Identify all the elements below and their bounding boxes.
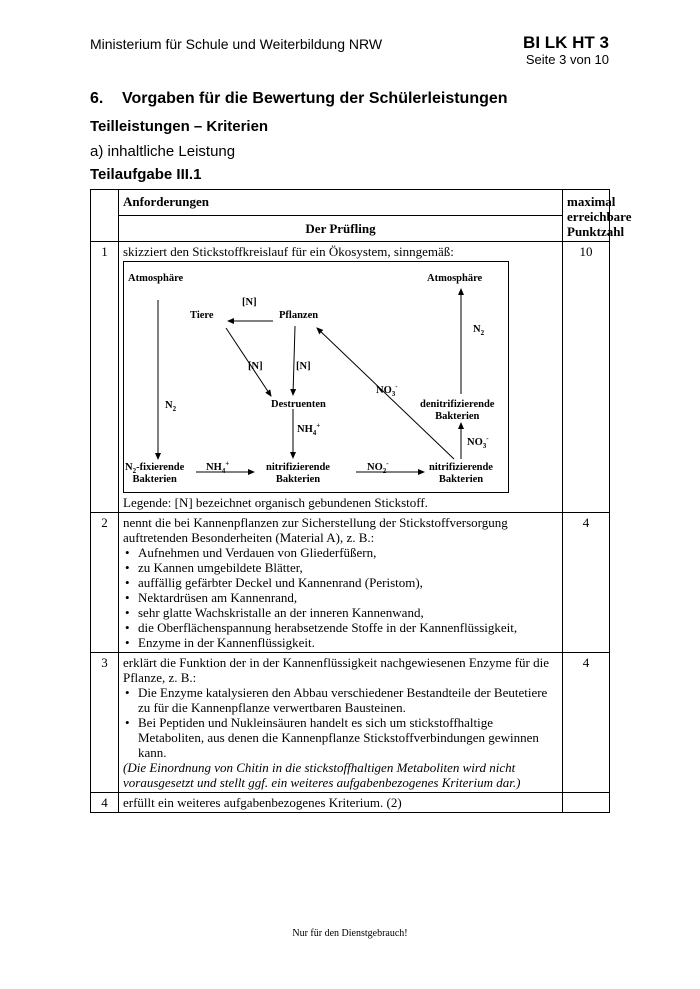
section-title: Vorgaben für die Bewertung der Schülerleistungen	[122, 90, 508, 107]
header-examinee: Der Prüfling	[119, 216, 563, 242]
organic-n-top-label: [N]	[242, 297, 257, 308]
n2-fixing-bacteria-label: $N_2$-fixierende Bakterien	[125, 462, 185, 485]
plants-label: Pflanzen	[279, 310, 319, 321]
denitrifying-bacteria-label: denitrifizierende Bakterien	[420, 399, 495, 422]
row-points: 4	[563, 513, 610, 653]
row-points: 4	[563, 653, 610, 793]
table-row	[91, 513, 610, 653]
list-item: • Aufnehmen und Verdauen von Gliederfüßern,	[138, 545, 558, 560]
row-content	[119, 513, 563, 653]
n2-right-label: $N_2$	[473, 324, 485, 338]
row-points	[563, 793, 610, 813]
atmosphere-right-label: Atmosphäre	[427, 273, 483, 284]
task-label: Teilaufgabe III.1	[90, 166, 202, 183]
row-number: 4	[91, 793, 119, 813]
table-header-row	[91, 190, 610, 216]
list-item: • auffällig gefärbter Deckel und Kannenrand (Peristom),	[138, 575, 558, 590]
row-points: 10	[563, 242, 610, 513]
atmosphere-left-label: Atmosphäre	[128, 273, 184, 284]
row-content	[119, 793, 563, 813]
row-intro: nennt die bei Kannenpflanzen zur Sicherstellung der Stickstoffversorgung auftretenden Besonderheiten (Material A), z. B.:	[123, 515, 508, 545]
row-number: 3	[91, 653, 119, 793]
list-item: • sehr glatte Wachskristalle an der inneren Kannenwand,	[138, 605, 558, 620]
row-content	[119, 653, 563, 793]
nitrate-diagonal-label: $NO_3^-$	[376, 382, 398, 399]
row-content	[119, 242, 563, 513]
table-row	[91, 242, 610, 513]
row-intro: erklärt die Funktion der in der Kannenflüssigkeit nachgewiesenen Enzyme für die Pflanze, z. B.:	[123, 655, 549, 685]
list-item: • Nektardrüsen am Kannenrand,	[138, 590, 558, 605]
decomposers-label: Destruenten	[271, 399, 326, 410]
nitrite-bottom-label: $NO_2^-$	[367, 459, 389, 476]
list-item: • zu Kannen umgebildete Blätter,	[138, 560, 558, 575]
document-code: BI LK HT 3	[523, 33, 609, 52]
section-heading	[90, 90, 508, 108]
part-a-label: a) inhaltliche Leistung	[90, 143, 236, 160]
n2-left-label: $N_2$	[165, 400, 177, 414]
footer-note: Nur für den Dienstgebrauch!	[292, 928, 408, 939]
subsection-title: Teilleistungen – Kriterien	[90, 118, 269, 135]
header-blank	[91, 190, 119, 242]
row-intro: skizziert den Stickstoffkreislauf für ein Ökosystem, sinngemäß:	[123, 244, 454, 259]
ministry-name: Ministerium für Schule und Weiterbildung NRW	[90, 36, 383, 52]
organic-n-left-label: [N]	[248, 361, 263, 372]
list-item: • Bei Peptiden und Nukleinsäuren handelt es sich um stickstoffhaltige Metaboliten, aus denen die Kannenpflanze Stickstoffverbindungen gewinnen kann.	[138, 715, 558, 760]
ammonium-mid-label: $NH_4^+$	[297, 421, 321, 438]
table-subheader-row	[91, 216, 610, 242]
table-row	[91, 653, 610, 793]
criteria-list	[123, 685, 558, 760]
ammonium-bottom-label: $NH_4^+$	[206, 459, 230, 476]
diagram-arrows	[124, 262, 508, 492]
row-intro: erfüllt ein weiteres aufgabenbezogenes Kriterium. (2)	[123, 795, 402, 810]
arrow-plants-to-decomposers	[293, 326, 295, 395]
criteria-table	[90, 189, 632, 813]
list-item: • die Oberflächenspannung herabsetzende Stoffe in der Kannenflüssigkeit,	[138, 620, 558, 635]
nitrate-right-label: $NO_3^-$	[467, 434, 489, 451]
criteria-list	[123, 545, 558, 650]
organic-n-right-label: [N]	[296, 361, 311, 372]
section-number: 6.	[90, 90, 104, 107]
header-requirements: Anforderungen	[119, 190, 563, 216]
page-number: Seite 3 von 10	[525, 52, 609, 67]
table-row	[91, 793, 610, 813]
diagram-legend: Legende: [N] bezeichnet organisch gebundenen Stickstoff.	[123, 495, 428, 510]
animals-label: Tiere	[190, 310, 214, 321]
list-item: • Die Enzyme katalysieren den Abbau verschiedener Bestandteile der Beutetiere zu für die Kannenpflanze verwertbaren Bausteinen.	[138, 685, 558, 715]
row-number: 2	[91, 513, 119, 653]
nitrifying-bacteria-2-label: nitrifizierende Bakterien	[429, 462, 493, 485]
row-number: 1	[91, 242, 119, 513]
list-item: • Enzyme in der Kannenflüssigkeit.	[138, 635, 558, 650]
row-note: (Die Einordnung von Chitin in die stickstoffhaltigen Metaboliten wird nicht vorausgesetzt und stellt ggf. ein weiteres aufgabenbezogenes Kriterium dar.)	[123, 760, 521, 790]
header-max-points: maximal erreichbare Punktzahl	[563, 190, 610, 242]
nitrifying-bacteria-1-label: nitrifizierende Bakterien	[266, 462, 330, 485]
nitrogen-cycle-diagram	[123, 261, 509, 493]
